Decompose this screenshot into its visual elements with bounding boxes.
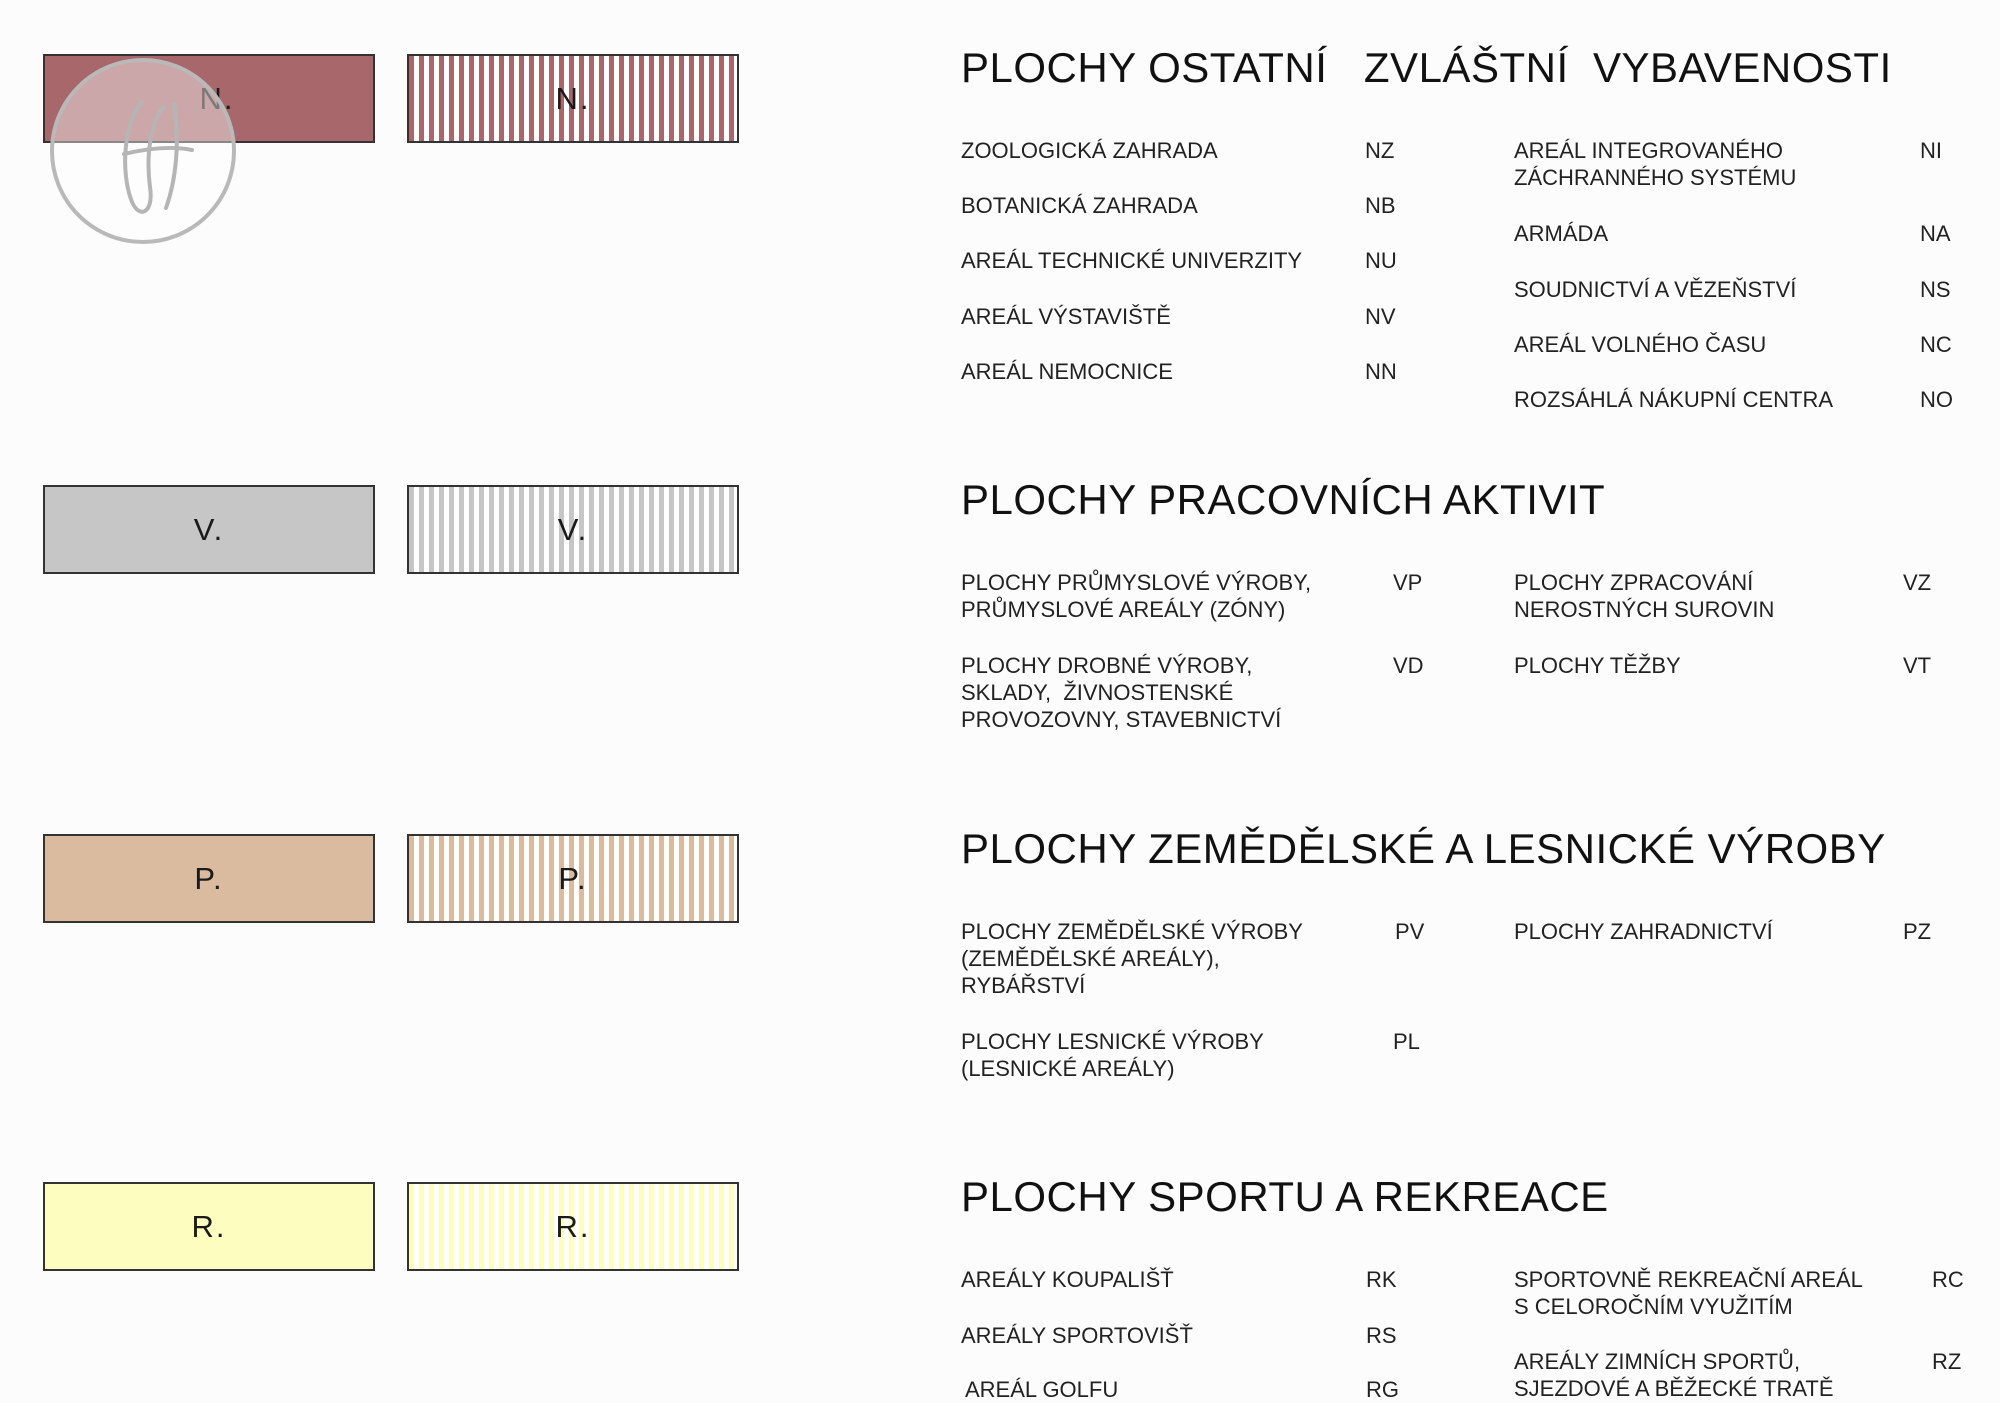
swatch-v-hatched (407, 485, 739, 574)
list-item: ROZSÁHLÁ NÁKUPNÍ CENTRA (1514, 387, 1834, 412)
item-code: RG (1366, 1377, 1399, 1402)
list-item: PLOCHY LESNICKÉ VÝROBY (LESNICKÉ AREÁLY) (961, 1029, 1264, 1081)
swatch-r-solid (43, 1182, 375, 1271)
swatch-p-hatched (407, 834, 739, 923)
list-item: AREÁLY ZIMNÍCH SPORTŮ, SJEZDOVÉ A BĚŽECKÉ TRATĚ (1514, 1349, 1834, 1401)
item-code: PZ (1903, 919, 1932, 944)
swatch-label: N. (199, 80, 235, 116)
list-item: SOUDNICTVÍ A VĚZEŇSTVÍ (1514, 277, 1797, 302)
item-code: NV (1365, 304, 1396, 329)
list-item: AREÁL NEMOCNICE (961, 359, 1173, 384)
section-title-v: PLOCHY PRACOVNÍCH AKTIVIT (961, 476, 1606, 523)
list-item: SPORTOVNĚ REKREAČNÍ AREÁL S CELOROČNÍM VYUŽITÍM (1514, 1267, 1863, 1319)
item-code: VP (1393, 570, 1423, 595)
item-code: NS (1920, 277, 1951, 302)
list-item: AREÁL VÝSTAVIŠTĚ (961, 304, 1171, 329)
list-item: PLOCHY TĚŽBY (1514, 653, 1681, 678)
section-title-p: PLOCHY ZEMĚDĚLSKÉ A LESNICKÉ VÝROBY (961, 825, 1886, 872)
item-code: PV (1395, 919, 1425, 944)
item-code: RC (1932, 1267, 1964, 1292)
list-item: PLOCHY ZAHRADNICTVÍ (1514, 919, 1773, 944)
list-item: PLOCHY ZEMĚDĚLSKÉ VÝROBY (ZEMĚDĚLSKÉ AREÁLY), RYBÁŘSTVÍ (961, 919, 1303, 998)
list-item: AREÁL TECHNICKÉ UNIVERZITY (961, 248, 1303, 273)
item-code: NZ (1365, 138, 1395, 163)
swatch-label: P. (194, 860, 224, 896)
list-item: ZOOLOGICKÁ ZAHRADA (961, 138, 1218, 163)
list-item: AREÁL INTEGROVANÉHO ZÁCHRANNÉHO SYSTÉMU (1514, 138, 1797, 190)
item-code: NC (1920, 332, 1952, 357)
section-title-r: PLOCHY SPORTU A REKREACE (961, 1173, 1609, 1220)
item-code: NI (1920, 138, 1942, 163)
list-item: AREÁL VOLNÉHO ČASU (1514, 332, 1767, 357)
item-code: RZ (1932, 1349, 1962, 1374)
section-title-n: PLOCHY OSTATNÍ ZVLÁŠTNÍ VYBAVENOSTI (961, 44, 1892, 91)
swatch-label: P. (558, 860, 588, 896)
list-item: PLOCHY DROBNÉ VÝROBY, SKLADY, ŽIVNOSTENSKÉ PROVOZOVNY, STAVEBNICTVÍ (961, 653, 1282, 732)
list-item: AREÁLY SPORTOVIŠŤ (961, 1323, 1193, 1348)
item-code: NN (1365, 359, 1397, 384)
swatch-v-solid (43, 485, 375, 574)
watermark-logo (50, 58, 236, 244)
list-item: AREÁL GOLFU (965, 1377, 1119, 1402)
list-item: PLOCHY PRŮMYSLOVÉ VÝROBY, PRŮMYSLOVÉ AREÁLY (ZÓNY) (961, 570, 1312, 622)
swatch-label: R. (555, 1208, 591, 1244)
item-code: NA (1920, 221, 1951, 246)
item-code: NO (1920, 387, 1953, 412)
list-item: PLOCHY ZPRACOVÁNÍ NEROSTNÝCH SUROVIN (1514, 570, 1775, 622)
list-item: BOTANICKÁ ZAHRADA (961, 193, 1198, 218)
item-code: RS (1366, 1323, 1397, 1348)
list-item: AREÁLY KOUPALIŠŤ (961, 1267, 1174, 1292)
list-item: ARMÁDA (1514, 221, 1609, 246)
item-code: PL (1393, 1029, 1420, 1054)
swatch-r-hatched (407, 1182, 739, 1271)
item-code: RK (1366, 1267, 1397, 1292)
swatch-label: V. (193, 511, 225, 547)
item-code: VD (1393, 653, 1424, 678)
swatch-label: N. (555, 80, 591, 116)
watermark-logo-mark (54, 62, 240, 248)
swatch-label: V. (557, 511, 589, 547)
swatch-label: R. (191, 1208, 227, 1244)
item-code: VT (1903, 653, 1932, 678)
swatch-p-solid (43, 834, 375, 923)
swatch-n-hatched (407, 54, 739, 143)
item-code: VZ (1903, 570, 1932, 595)
item-code: NU (1365, 248, 1397, 273)
item-code: NB (1365, 193, 1396, 218)
